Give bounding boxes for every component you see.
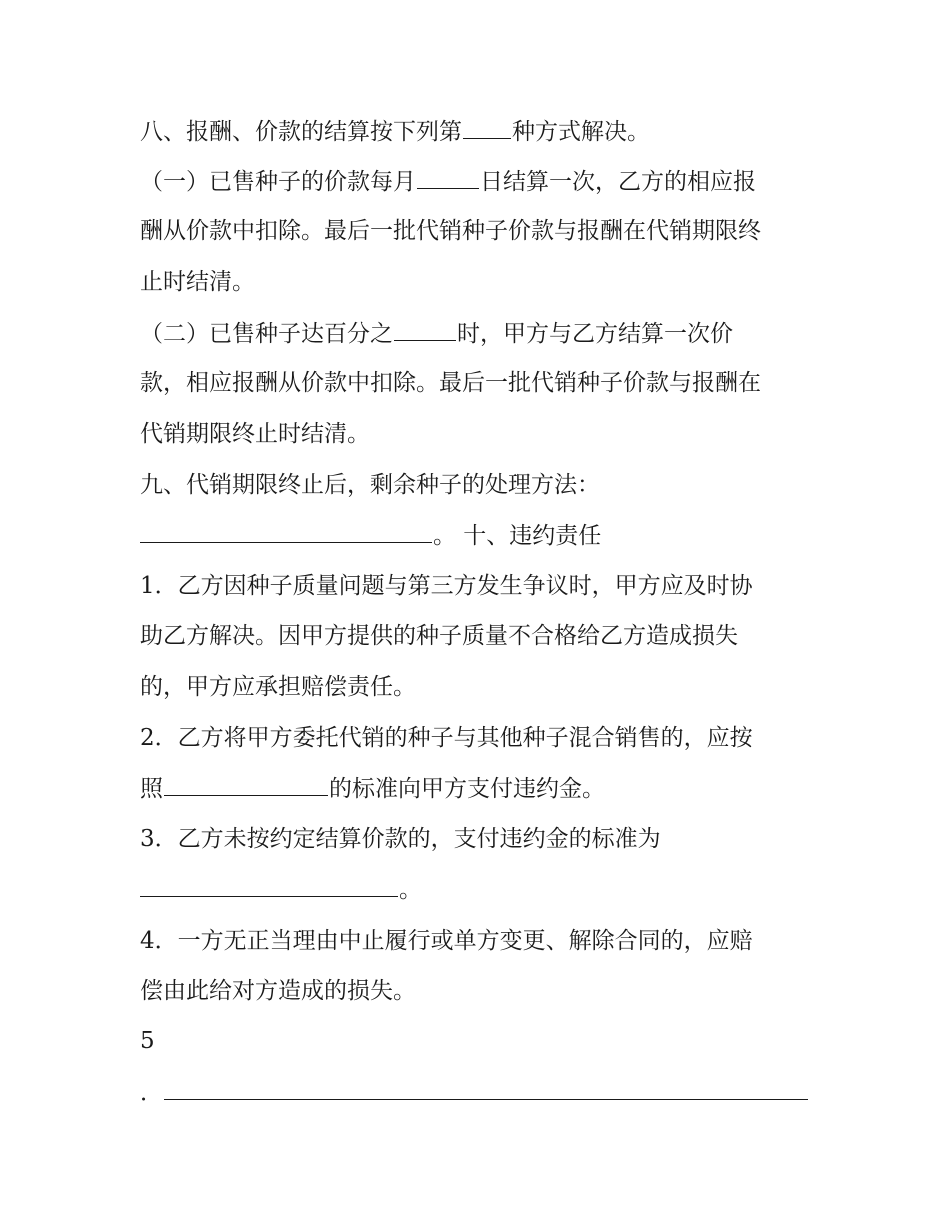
fill-blank[interactable]	[463, 116, 511, 139]
text-run: （二）已售种子达百分之	[140, 321, 393, 347]
clause-9-title: 九、代销期限终止后，剩余种子的处理方法：	[140, 472, 600, 498]
clause-10-1-line-1: 1．乙方因种子质量问题与第三方发生争议时，甲方应及时协	[140, 573, 753, 599]
text-run: 种方式解决。	[512, 119, 650, 145]
clause-8-2-line-1	[140, 318, 820, 349]
fill-blank[interactable]	[164, 1077, 808, 1100]
clause-10-2-line-1: 2．乙方将甲方委托代销的种子与其他种子混合销售的，应按	[140, 725, 753, 751]
clause-10-4-line-2: 偿由此给对方造成的损失。	[140, 978, 416, 1004]
text-run: 时，甲方与乙方结算一次价	[457, 321, 733, 347]
fill-blank[interactable]	[394, 318, 456, 341]
clause-8-2-line-3: 代销期限终止时结清。	[140, 421, 370, 447]
clause-10-1-line-2: 助乙方解决。因甲方提供的种子质量不合格给乙方造成损失	[140, 623, 738, 649]
clause-10-3-line-1: 3．乙方未按约定结算价款的，支付违约金的标准为	[140, 826, 661, 852]
clause-10-5-blank-line	[140, 1077, 820, 1108]
text-run: 照	[140, 776, 163, 802]
clause-8-2-line-2: 款，相应报酬从价款中扣除。最后一批代销种子价款与报酬在	[140, 370, 761, 396]
clause-9-blank-line	[140, 520, 820, 551]
text-run: 八、报酬、价款的结算按下列第	[140, 119, 462, 145]
fill-blank[interactable]	[140, 874, 398, 897]
clause-8-1-line-2: 酬从价款中扣除。最后一批代销种子价款与报酬在代销期限终	[140, 218, 761, 244]
text-run: （一）已售种子的价款每月	[140, 169, 416, 195]
clause-10-2-line-2	[140, 773, 820, 804]
fill-blank[interactable]	[417, 166, 479, 189]
text-run: 。	[399, 877, 422, 903]
text-run: ．	[140, 1080, 163, 1106]
clause-10-3-line-2	[140, 874, 820, 905]
clause-10-1-line-3: 的，甲方应承担赔偿责任。	[140, 674, 416, 700]
clause-8-1-line-1	[140, 166, 820, 197]
fill-blank[interactable]	[140, 520, 432, 543]
clause-10-4-line-1: 4．一方无正当理由中止履行或单方变更、解除合同的，应赔	[140, 928, 753, 954]
text-run: 的标准向甲方支付违约金。	[329, 776, 605, 802]
clause-8-1-line-3: 止时结清。	[140, 269, 255, 295]
text-run: 。 十、违约责任	[433, 523, 602, 549]
clause-10-5-number: 5	[140, 1028, 155, 1054]
clause-8-title	[140, 116, 820, 147]
text-run: 日结算一次，乙方的相应报	[480, 169, 756, 195]
fill-blank[interactable]	[164, 773, 328, 796]
